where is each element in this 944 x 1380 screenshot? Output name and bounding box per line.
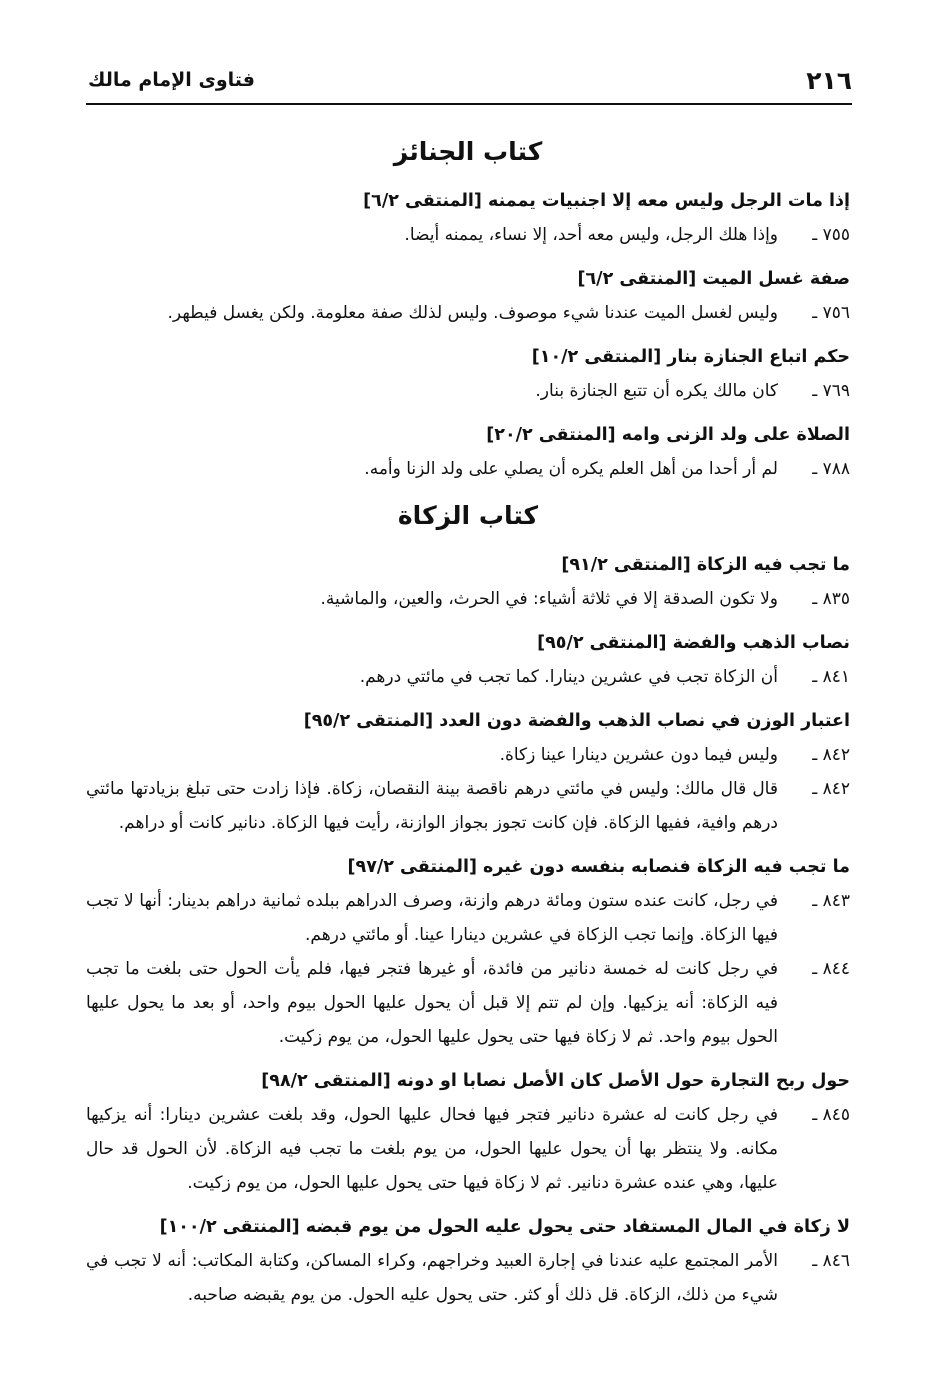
entry-text: أن الزكاة تجب في عشرين دينارا. كما تجب في مائتي درهم. bbox=[359, 667, 778, 687]
book-title: كتاب الزكاة bbox=[397, 501, 539, 530]
entry-number: ٧٥٥ ـ bbox=[812, 225, 850, 245]
entry-number: ٨٤٥ ـ bbox=[812, 1105, 850, 1125]
entry-text: في رجل كانت له عشرة دنانير فتجر فيها فحال عليها الحول، وقد بلغت عشرين دينارا: أنه يزكيها مكانه. ولا ينتظر بها أن يحول عليها الحول، من يوم بلغت ما تجب فيه الزكاة. لأن الحول قد حال عليها، وهي عنده عشرة دنانير. ثم لا زكاة فيها حتى يحول عليها الحول، من يوم زكيت. bbox=[86, 1105, 778, 1193]
entry bbox=[86, 452, 850, 486]
section-title: صفة غسل الميت [المنتقى ٦/٢] bbox=[577, 269, 850, 289]
section-title: اعتبار الوزن في نصاب الذهب والفضة دون العدد [المنتقى ٩٥/٢] bbox=[303, 711, 850, 731]
section bbox=[86, 340, 850, 408]
entry-number: ٧٨٨ ـ bbox=[812, 459, 850, 479]
section bbox=[86, 548, 850, 616]
section bbox=[86, 184, 850, 252]
section-title: حكم اتباع الجنازة بنار [المنتقى ١٠/٢] bbox=[531, 347, 850, 367]
entry-number: ٨٣٥ ـ bbox=[812, 589, 850, 609]
section bbox=[86, 626, 850, 694]
entry-number: ٨٤٢ ـ bbox=[812, 745, 850, 765]
entry bbox=[86, 952, 850, 1054]
running-title: فتاوى الإمام مالك bbox=[88, 69, 255, 91]
entry-number: ٨٤٤ ـ bbox=[812, 959, 850, 979]
section-title: نصاب الذهب والفضة [المنتقى ٩٥/٢] bbox=[537, 633, 850, 653]
book bbox=[86, 496, 850, 1312]
section bbox=[86, 262, 850, 330]
entry-text: كان مالك يكره أن تتبع الجنازة بنار. bbox=[535, 381, 778, 401]
section-title: ما تجب فيه الزكاة فنصابه بنفسه دون غيره [المنتقى ٩٧/٢] bbox=[347, 857, 850, 877]
section-title: لا زكاة في المال المستفاد حتى يحول عليه الحول من يوم قبضه [المنتقى ١٠٠/٢] bbox=[159, 1217, 850, 1237]
entry bbox=[86, 738, 850, 772]
entry bbox=[86, 884, 850, 952]
entry-text: قال قال مالك: وليس في مائتي درهم ناقصة بينة النقصان، زكاة. فإذا زادت حتى تبلغ بزيادتها مائتي درهم وافية، ففيها الزكاة. فإن كانت تجوز بجواز الوازنة، رأيت فيها الزكاة. دنانير كانت أو دراهم. bbox=[86, 779, 778, 833]
entry-text: الأمر المجتمع عليه عندنا في إجارة العبيد وخراجهم، وكراء المساكن، وكتابة المكاتب: أنه لا تجب في شيء من ذلك، الزكاة. قل ذلك أو كثر. حتى يحول عليه الحول. من يوم يقبضه صاحبه. bbox=[86, 1251, 778, 1305]
entry bbox=[86, 1098, 850, 1200]
section bbox=[86, 850, 850, 1054]
running-header bbox=[88, 62, 852, 98]
entry-number: ٨٤٢ ـ bbox=[812, 779, 850, 799]
entry-text: وليس فيما دون عشرين دينارا عينا زكاة. bbox=[499, 745, 778, 765]
entry-number: ٧٥٦ ـ bbox=[812, 303, 850, 323]
section-title: ما تجب فيه الزكاة [المنتقى ٩١/٢] bbox=[561, 555, 850, 575]
section bbox=[86, 1210, 850, 1312]
entry-text: وليس لغسل الميت عندنا شيء موصوف. وليس لذلك صفة معلومة. ولكن يغسل فيطهر. bbox=[167, 303, 778, 323]
section bbox=[86, 704, 850, 840]
entry bbox=[86, 1244, 850, 1312]
entry-number: ٨٤١ ـ bbox=[812, 667, 850, 687]
entry-number: ٨٤٦ ـ bbox=[812, 1251, 850, 1271]
section-title: الصلاة على ولد الزنى وامه [المنتقى ٢٠/٢] bbox=[486, 425, 850, 445]
entry bbox=[86, 374, 850, 408]
entry bbox=[86, 582, 850, 616]
entry bbox=[86, 660, 850, 694]
header-rule bbox=[86, 103, 852, 105]
entry bbox=[86, 772, 850, 840]
entry-number: ٧٦٩ ـ bbox=[812, 381, 850, 401]
entry-text: في رجل كانت له خمسة دنانير من فائدة، أو غيرها فتجر فيها، فلم يأت الحول حتى بلغت ما تجب فيه الزكاة: أنه يزكيها. وإن لم تتم إلا قبل أن يحول عليها الحول بيوم واحد، أو بعد ما يحول عليها الحول بيوم واحد. ثم لا زكاة فيها حتى يحول عليها الحول، من يوم زكيت. bbox=[86, 959, 778, 1047]
entry bbox=[86, 218, 850, 252]
entry-text: لم أر أحدا من أهل العلم يكره أن يصلي على ولد الزنا وأمه. bbox=[364, 459, 778, 479]
book bbox=[86, 132, 850, 486]
entry-number: ٨٤٣ ـ bbox=[812, 891, 850, 911]
page-number: ٢١٦ bbox=[806, 65, 852, 95]
section bbox=[86, 418, 850, 486]
entry bbox=[86, 296, 850, 330]
section-title: حول ربح التجارة حول الأصل كان الأصل نصابا او دونه [المنتقى ٩٨/٢] bbox=[261, 1071, 850, 1091]
entry-text: ولا تكون الصدقة إلا في ثلاثة أشياء: في الحرث، والعين، والماشية. bbox=[320, 589, 778, 609]
entry-text: وإذا هلك الرجل، وليس معه أحد، إلا نساء، يممنه أيضا. bbox=[404, 225, 778, 245]
section-title: إذا مات الرجل وليس معه إلا اجنبيات يممنه [المنتقى ٦/٢] bbox=[363, 191, 850, 211]
page-body bbox=[86, 132, 850, 1322]
section bbox=[86, 1064, 850, 1200]
entry-text: في رجل، كانت عنده ستون ومائة درهم وازنة، وصرف الدراهم ببلده ثمانية دراهم بدينار: أنها لا تجب فيها الزكاة. وإنما تجب الزكاة في عشرين دينارا عينا. أو مائتي درهم. bbox=[86, 891, 778, 945]
book-title: كتاب الجنائز bbox=[393, 137, 543, 166]
